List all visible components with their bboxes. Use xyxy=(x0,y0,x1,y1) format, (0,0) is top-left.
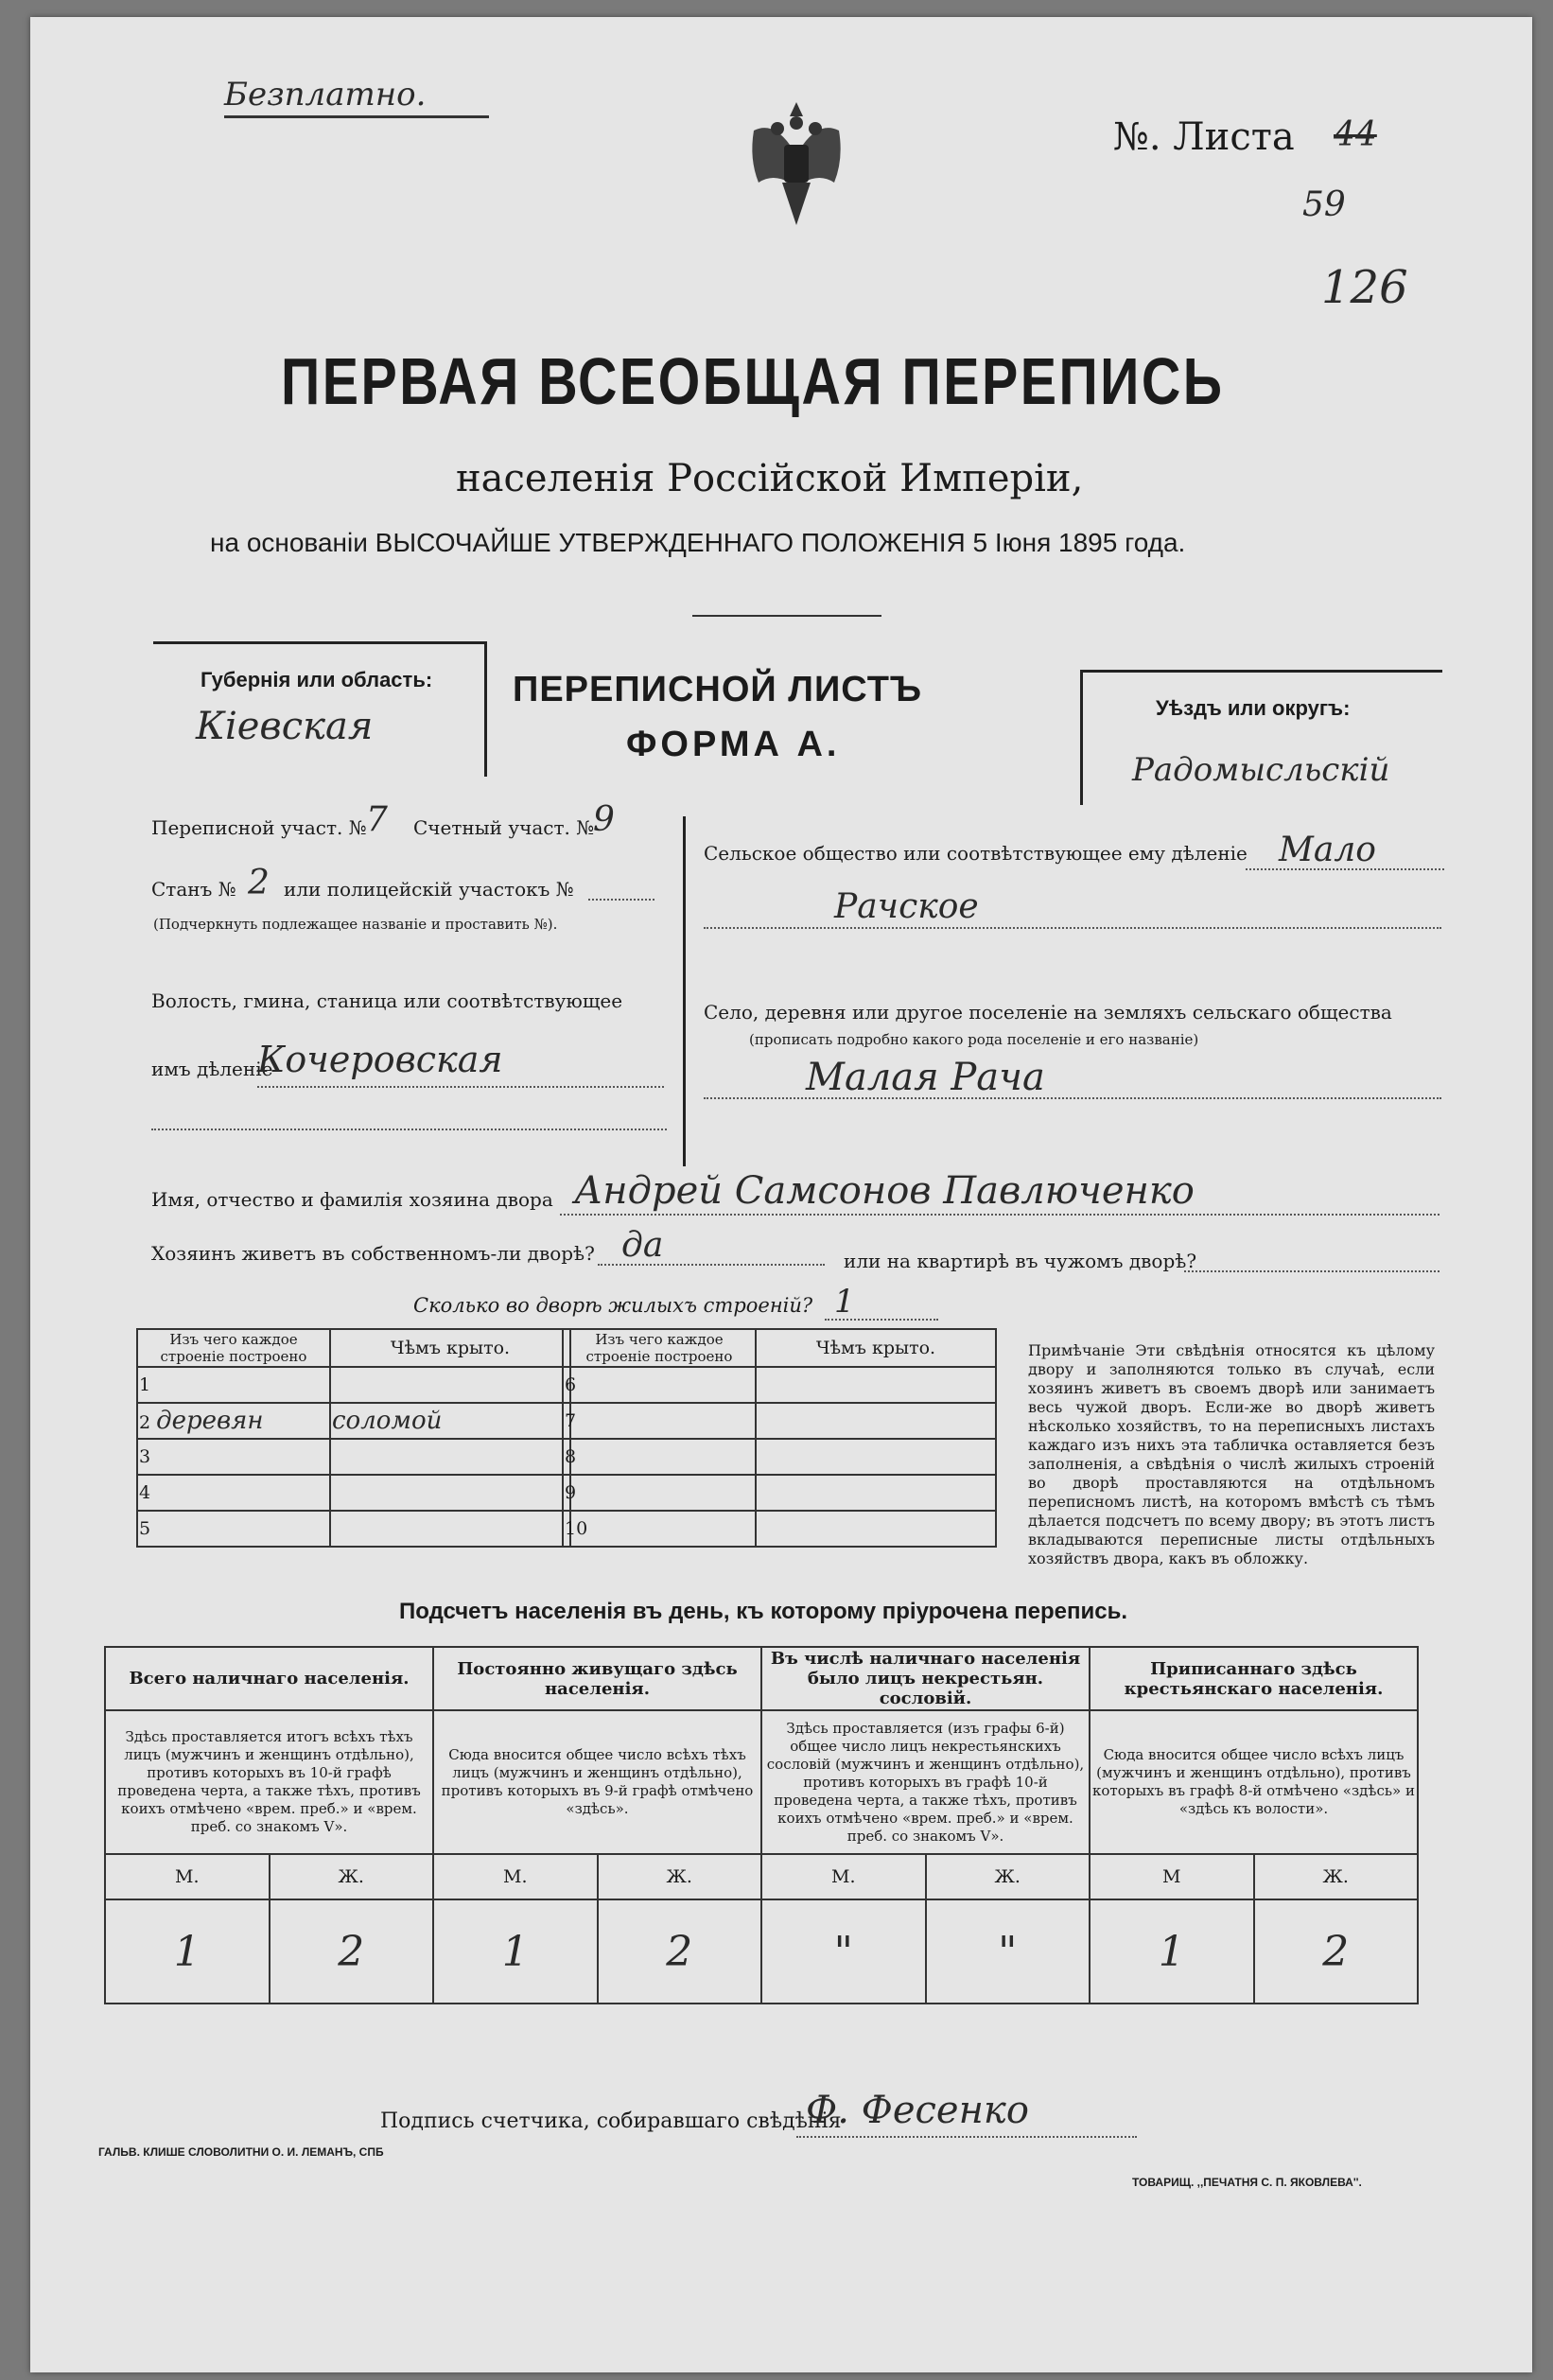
volost-value: Кочеровская xyxy=(257,1039,503,1080)
table-row: 8 xyxy=(563,1439,756,1475)
pop-col-desc-0: Здѣсь проставляется итогъ всѣхъ тѣхъ лицъ (мужчинъ и женщинъ отдѣльно), противъ которыхъ въ 10-й графѣ проведена черта, а также тѣхъ, противъ коихъ отмѣчено «врем. преб.» и «врем. преб. со знакомъ V». xyxy=(105,1710,433,1854)
society-value-1: Мало xyxy=(1279,831,1376,869)
roof-cell: соломой xyxy=(330,1403,570,1439)
printer-right: ТОВАРИЩ. ,,ПЕЧАТНЯ С. П. ЯКОВЛЕВА''. xyxy=(1132,2176,1362,2189)
census-form-sheet xyxy=(30,17,1532,2372)
own-yard-label: Хозяинъ живетъ въ собственномъ-ли дворѣ? xyxy=(151,1242,595,1265)
table-row: 5 xyxy=(137,1511,330,1547)
female-count: " xyxy=(926,1899,1091,2004)
female-count: 2 xyxy=(1254,1899,1419,2004)
village-field-line xyxy=(704,1097,1441,1099)
owner-name-value: Андрей Самсонов Павлюченко xyxy=(574,1169,1195,1213)
signature-value: Ф. Фесенко xyxy=(806,2089,1029,2132)
stan-label: Станъ № xyxy=(151,878,236,901)
roof-cell xyxy=(330,1511,570,1547)
note-text: Примѣчаніе Эти свѣдѣнія относятся къ цѣлому двору и заполняются только въ случаѣ, если хозяинъ живетъ въ своемъ дворѣ или занимаетъ весь чужой дворъ. Если-же во дворѣ живетъ нѣсколько хозяйствъ, то на переписныхъ листахъ каждаго изъ нихъ эта табличка оставляется безъ заполненія, а свѣдѣнія о числѣ жилыхъ строеній во дворѣ проставляются на отдѣльномъ переписномъ листѣ, на которомъ вмѣстѣ съ тѣмъ дѣлается подсчетъ по всему двору; въ этотъ листъ вкладываются переписные листы отдѣльныхъ хозяйствъ двора, какъ въ обложку. xyxy=(1028,1341,1435,1567)
male-count: 1 xyxy=(105,1899,270,2004)
col-roof-header: Чѣмъ крыто. xyxy=(330,1329,570,1367)
male-count: 1 xyxy=(433,1899,598,2004)
table-row: 7 xyxy=(563,1403,756,1439)
gubernia-label: Губернія или область: xyxy=(201,668,433,691)
table-row: 9 xyxy=(563,1475,756,1511)
free-label-underline xyxy=(224,115,489,118)
roof-cell xyxy=(330,1475,570,1511)
rented-label: или на квартирѣ въ чужомъ дворѣ? xyxy=(844,1250,1197,1272)
pop-col-title-3: Приписаннаго здѣсь крестьянскаго населенія. xyxy=(1090,1647,1418,1710)
rented-line xyxy=(1184,1270,1440,1272)
table-row: 2 деревян xyxy=(137,1403,330,1439)
table-row: 3 xyxy=(137,1439,330,1475)
male-count: 1 xyxy=(1090,1899,1254,2004)
form-heading-line2: ФОРМА А. xyxy=(626,725,841,764)
form-heading-line1: ПЕРЕПИСНОЙ ЛИСТЪ xyxy=(513,670,923,709)
male-header: М. xyxy=(105,1854,270,1899)
pop-col-title-1: Постоянно живущаго здѣсь населенія. xyxy=(433,1647,761,1710)
society-field-line-1 xyxy=(1246,868,1444,870)
own-yard-value: да xyxy=(621,1226,664,1265)
female-count: 2 xyxy=(270,1899,434,2004)
free-label: Безплатно. xyxy=(224,76,427,114)
population-heading: Подсчетъ населенія въ день, къ которому пріурочена перепись. xyxy=(399,1599,1127,1624)
pop-col-title-2: Въ числѣ наличнаго населенія было лицъ некрестьян. сословій. xyxy=(761,1647,1090,1710)
female-count: 2 xyxy=(598,1899,762,2004)
buildings-line xyxy=(825,1319,938,1321)
roof-cell xyxy=(330,1367,570,1403)
volost-label-2: имъ дѣленіе xyxy=(151,1058,273,1080)
village-note: (прописать подробно какого рода поселеніе и его названіе) xyxy=(749,1031,1199,1048)
society-value-2: Рачское xyxy=(834,887,979,926)
underline-note: (Подчеркнуть подлежащее названіе и проставить №). xyxy=(153,916,558,933)
pop-col-desc-1: Сюда вносится общее число всѣхъ тѣхъ лицъ (мужчинъ и женщинъ отдѣльно), противъ которыхъ въ 9-й графѣ отмѣчено «здѣсь». xyxy=(433,1710,761,1854)
buildings-table-right xyxy=(562,1328,997,1548)
count-district-value: 9 xyxy=(593,800,615,839)
table-row: 4 xyxy=(137,1475,330,1511)
count-district-label: Счетный участ. № xyxy=(413,816,595,839)
double-headed-eagle-icon xyxy=(735,93,858,235)
male-count: " xyxy=(761,1899,926,2004)
signature-label: Подпись счетчика, собиравшаго свѣдѣнія xyxy=(380,2109,842,2133)
census-district-value: 7 xyxy=(366,800,388,839)
volost-label-1: Волость, гмина, станица или соотвѣтствующее xyxy=(151,989,623,1012)
female-header: Ж. xyxy=(270,1854,434,1899)
owner-name-label: Имя, отчество и фамилія хозяина двора xyxy=(151,1188,553,1211)
uezd-value: Радомысльскій xyxy=(1132,751,1390,789)
female-header: Ж. xyxy=(1254,1854,1419,1899)
stan-value: 2 xyxy=(248,864,270,902)
society-label: Сельское общество или соотвѣтствующее ему дѣленіе xyxy=(704,842,1248,865)
pop-col-desc-3: Сюда вносится общее число всѣхъ лицъ (мужчинъ и женщинъ отдѣльно), противъ которыхъ въ графѣ 8-й отмѣчено «здѣсь» и «здѣсь къ волости». xyxy=(1090,1710,1418,1854)
census-district-label: Переписной участ. № xyxy=(151,816,367,839)
col-material-header: Изъ чего каждое строеніе построено xyxy=(137,1329,330,1367)
col-roof-header: Чѣмъ крыто. xyxy=(756,1329,996,1367)
signature-line xyxy=(796,2136,1137,2138)
volost-extra-line xyxy=(151,1129,667,1130)
police-label: или полицейскій участокъ № xyxy=(284,878,574,901)
ornament-divider xyxy=(692,615,881,617)
police-field-line xyxy=(588,899,654,901)
pop-col-title-0: Всего наличнаго населенія. xyxy=(105,1647,433,1710)
table-row: 1 xyxy=(137,1367,330,1403)
village-value: Малая Рача xyxy=(806,1056,1045,1099)
population-table xyxy=(104,1646,1419,2004)
sheet-number-hand-2: 126 xyxy=(1321,261,1408,314)
printer-left: ГАЛЬВ. КЛИШЕ СЛОВОЛИТНИ О. И. ЛЕМАНЪ, СПБ xyxy=(98,2145,384,2159)
female-header: Ж. xyxy=(598,1854,762,1899)
regulation-basis: на основаніи ВЫСОЧАЙШЕ УТВЕРЖДЕННАГО ПОЛОЖЕНІЯ 5 Іюня 1895 года. xyxy=(210,528,1186,557)
col-material-header: Изъ чего каждое строеніе построено xyxy=(563,1329,756,1367)
village-label: Село, деревня или другое поселеніе на земляхъ сельскаго общества xyxy=(704,1001,1392,1024)
volost-field-line xyxy=(257,1086,664,1088)
roof-cell xyxy=(330,1439,570,1475)
gubernia-value: Кіевская xyxy=(196,705,374,748)
table-row: 10 xyxy=(563,1511,756,1547)
sheet-number-crossed: 44 xyxy=(1334,115,1377,154)
table-row: 6 xyxy=(563,1367,756,1403)
page-subtitle: населенія Россійской Имперіи, xyxy=(456,457,1084,500)
buildings-table-left xyxy=(136,1328,571,1548)
page-title: ПЕРВАЯ ВСЕОБЩАЯ ПЕРЕПИСЬ xyxy=(281,344,1225,418)
pop-col-desc-2: Здѣсь проставляется (изъ графы 6-й) общее число лицъ некрестьянскихъ сословій (мужчинъ и женщинъ отдѣльно), противъ которыхъ въ графѣ 10-й проведена черта, а также тѣхъ, противъ коихъ отмѣчено «врем. преб.» и «врем. преб. со знакомъ V». xyxy=(761,1710,1090,1854)
buildings-label: Сколько во дворѣ жилыхъ строеній? xyxy=(413,1294,813,1317)
own-yard-line xyxy=(598,1264,825,1266)
owner-name-line xyxy=(560,1214,1440,1216)
sheet-number-label: №. Листа xyxy=(1113,115,1295,159)
vertical-divider xyxy=(683,816,686,1166)
society-field-line-2 xyxy=(704,927,1441,929)
buildings-value: 1 xyxy=(834,1283,855,1321)
sheet-number-hand-1: 59 xyxy=(1302,185,1346,224)
male-header: М. xyxy=(433,1854,598,1899)
male-header: М. xyxy=(761,1854,926,1899)
female-header: Ж. xyxy=(926,1854,1091,1899)
uezd-label: Уѣздъ или округъ: xyxy=(1156,696,1351,720)
male-header: М xyxy=(1090,1854,1254,1899)
